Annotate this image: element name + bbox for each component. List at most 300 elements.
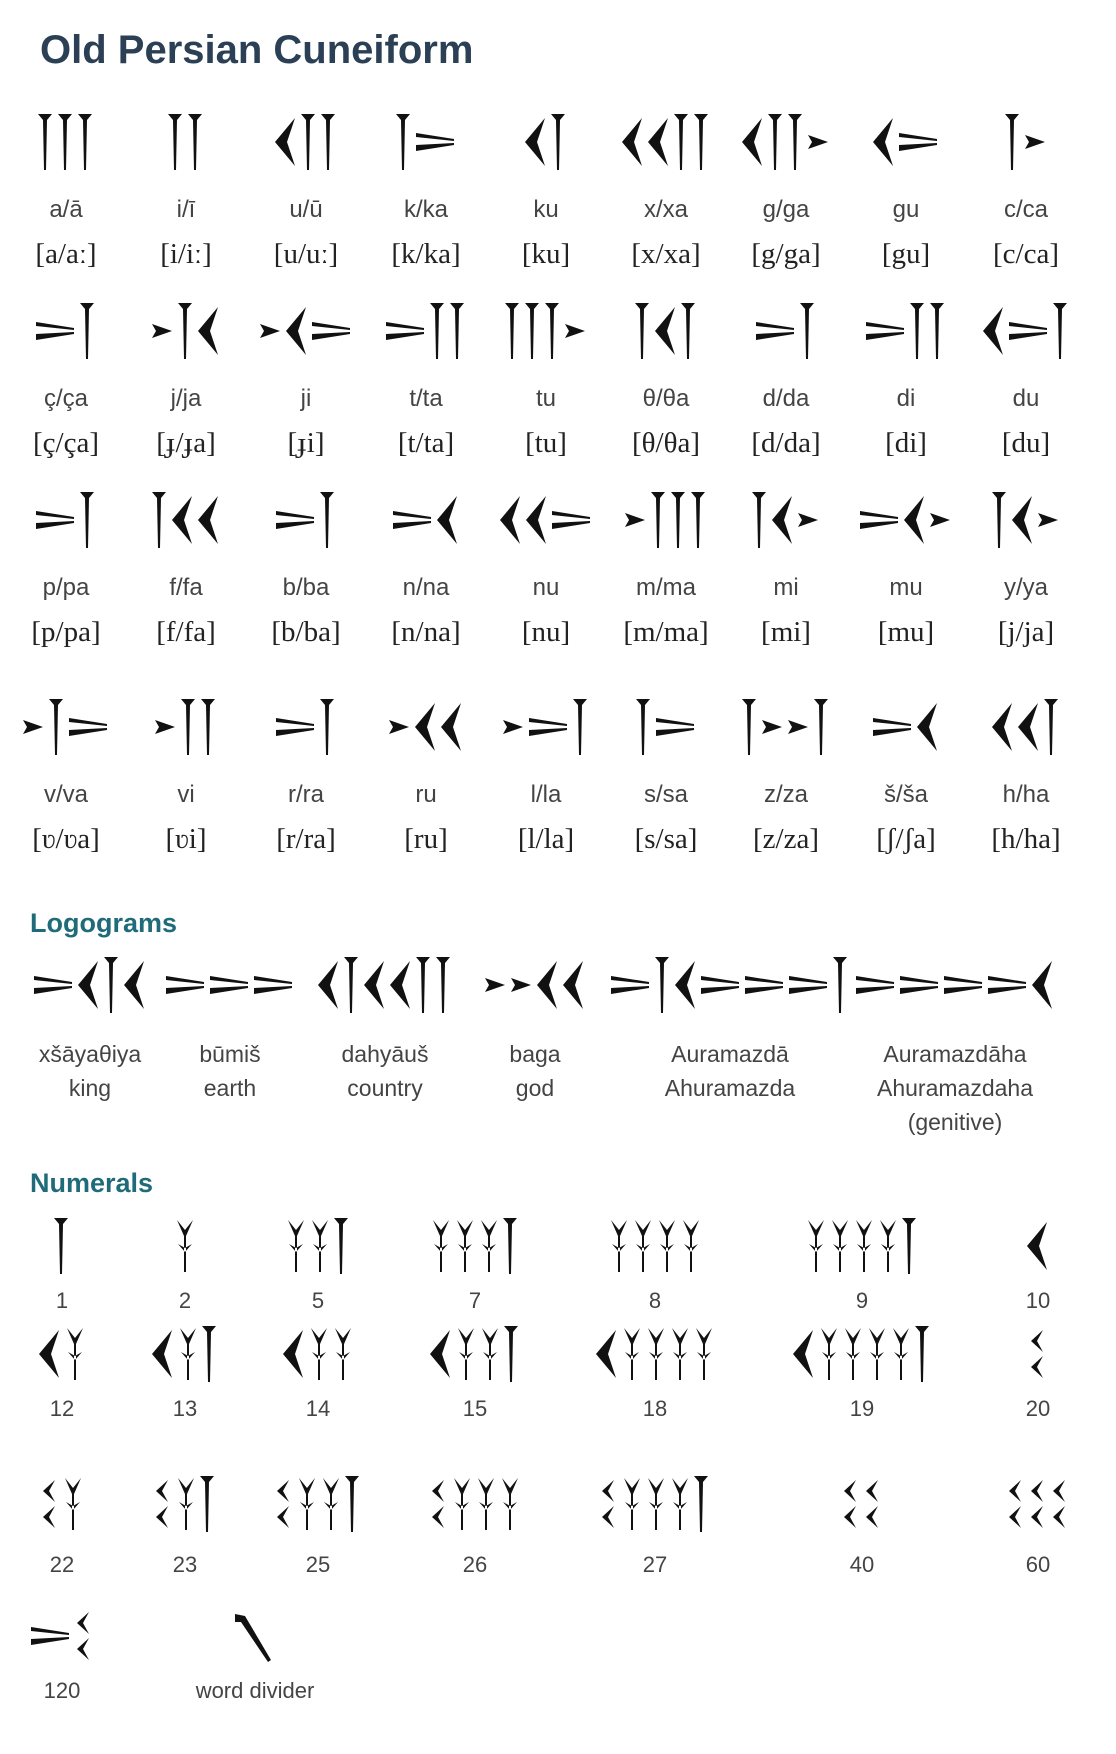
logogram [140,945,320,1105]
wedge [904,496,924,544]
syllable-cell [606,478,726,649]
logogram-label [877,1037,1033,1139]
wedge [1009,1480,1021,1528]
numeral-glyph [41,1462,83,1546]
wedge [611,976,649,994]
cuneiform-glyph [622,100,710,184]
wedge [1018,703,1038,751]
wedge [38,114,52,170]
wedge [551,114,565,170]
cuneiform-sign [396,107,456,177]
wedge [833,957,847,1013]
wedge [762,720,782,734]
cuneiform-sign [386,296,466,366]
logogram [865,945,1045,1139]
wedge [386,322,424,340]
cuneiform-glyph [625,478,707,562]
cuneiform-sign [806,1215,918,1277]
cuneiform-glyph [873,100,939,184]
numeral-glyph [430,1462,520,1546]
syllable-cell [846,478,966,649]
cuneiform-sign [742,107,830,177]
logogram-label [665,1037,795,1105]
transliteration: t/ta [409,385,443,412]
numeral [228,1210,408,1314]
cuneiform-glyph [983,289,1069,373]
numeral [948,1318,1116,1422]
wedge [320,699,334,755]
transliteration: nu [532,574,560,601]
wedge [31,1627,69,1645]
numeral-glyph [175,1210,195,1282]
cuneiform-sign [625,485,707,555]
wedge [235,1614,271,1662]
cuneiform-sign [500,485,592,555]
logogram-line: earth [203,1075,257,1101]
ipa-value: [di] [885,427,927,459]
ipa-value: [p/pa] [31,616,101,648]
cuneiform-glyph [992,685,1060,769]
wedge [873,118,893,166]
wedge [1053,303,1067,359]
ipa-value: [tu] [525,427,567,459]
numeral-label: 25 [305,1552,331,1577]
wedge [457,1220,473,1272]
wedge [788,720,808,734]
wedge [152,1330,172,1378]
syllable-cell [846,685,966,856]
cuneiform-sign [609,1215,701,1277]
wedge [624,1478,640,1530]
numeral-glyph [1027,1210,1049,1282]
wedge [1031,1480,1043,1528]
cuneiform-sign [600,1473,710,1535]
cuneiform-sign [430,1323,520,1385]
wedge [36,322,74,340]
numeral-label: 19 [849,1396,875,1421]
numeral-label: 40 [849,1552,875,1577]
wedge [742,699,756,755]
numeral [948,1462,1116,1578]
cuneiform-sign [318,953,452,1017]
numeral-glyph [1029,1318,1047,1390]
logogram-label [199,1037,260,1105]
logograms-row [10,945,1090,1135]
wedge [788,114,802,170]
cuneiform-sign [41,1473,83,1535]
numeral-glyph [609,1210,701,1282]
syllable-cell [966,289,1086,460]
wedge [701,976,739,994]
cuneiform-sign [635,296,697,366]
transliteration: ku [533,196,559,223]
wedge [43,1480,55,1528]
cuneiform-sign [54,1215,70,1277]
cuneiform-glyph [752,478,820,562]
cuneiform-sign [611,953,849,1017]
numeral-glyph [154,1462,216,1546]
wedge [1053,1480,1065,1528]
numeral-label: 23 [172,1552,198,1577]
ipa-value: [ɟ/ɟa] [156,427,216,459]
ipa-value: [l/la] [517,823,575,855]
wedge [500,496,520,544]
cuneiform-sign [873,107,939,177]
ipa-value: [nu] [521,616,571,648]
syllable-cell [366,100,486,271]
wedge [636,699,650,755]
wedge [742,118,762,166]
wedge [756,322,794,340]
wedge [526,496,546,544]
numeral-label: 26 [462,1552,488,1577]
transliteration: gu [892,196,920,223]
wedge [1032,961,1052,1009]
wedge [917,703,937,751]
transliteration: ç/ça [43,385,88,412]
cuneiform-glyph [635,289,697,373]
numeral-label: 7 [468,1288,482,1313]
syllable-cell [726,289,846,460]
wedge [866,322,904,340]
wedge [1009,322,1047,340]
wedge [433,1220,449,1272]
wedge [198,307,218,355]
syllable-cell [126,100,246,271]
wedge [54,1218,68,1274]
wedge [988,976,1026,994]
numeral [228,1462,408,1578]
cuneiform-sign [276,692,336,762]
wedge [155,720,175,734]
syllable-cell [246,478,366,649]
wedge [323,1478,339,1530]
wedge [299,1478,315,1530]
cuneiform-sign [856,953,1054,1017]
transliteration: tu [535,385,556,412]
syllable-cell [366,478,486,649]
transliteration: c/ca [1003,196,1048,223]
wedge [168,114,182,170]
cuneiform-sign [389,692,463,762]
logogram [640,945,820,1105]
wedge [177,1220,193,1272]
wedge [80,492,94,548]
numeral-glyph [39,1318,85,1390]
syllable-cell [606,685,726,856]
cuneiform-sign [756,296,816,366]
wedge [69,718,107,736]
wedge [648,1478,664,1530]
wedge [178,1478,194,1530]
ipa-value: [mu] [877,616,935,648]
wedge [844,1480,856,1528]
logogram-line: būmiš [199,1041,261,1067]
logogram-glyph [856,945,1054,1025]
wedge [430,1330,450,1378]
wedge [393,511,431,529]
numeral-glyph [596,1318,714,1390]
ipa-value: [ʃ/ʃa] [876,823,936,855]
transliteration: θ/θa [642,385,690,412]
cuneiform-sign [175,1215,195,1277]
cuneiform-sign [34,953,146,1017]
cuneiform-sign [155,692,217,762]
wedge [1005,114,1019,170]
wedge [312,1220,328,1272]
numeral-label: 60 [1025,1552,1051,1577]
numeral-label: 13 [172,1396,198,1421]
cuneiform-glyph [866,289,946,373]
wedge [1025,135,1045,149]
wedge [869,1328,885,1380]
cuneiform-glyph [36,478,96,562]
wedge [944,976,982,994]
cuneiform-glyph [152,289,220,373]
numeral-label: 5 [311,1288,325,1313]
wedge [502,1478,518,1530]
wedge [321,114,335,170]
transliteration: k/ka [403,196,448,223]
numeral [565,1318,745,1422]
transliteration: d/da [762,385,810,412]
cuneiform-sign [286,1215,350,1277]
cuneiform-glyph [393,478,459,562]
cuneiform-sign [23,692,109,762]
ipa-value: [ʋ/ʋa] [32,823,100,855]
transliteration: p/pa [42,574,90,601]
ipa-value: [du] [1001,427,1051,459]
transliteration: v/va [43,781,88,808]
wedge [345,1476,359,1532]
wedge [655,307,675,355]
ipa-value: [ku] [521,238,571,270]
transliteration: s/sa [643,781,688,808]
cuneiform-sign [154,1473,216,1535]
wedge [1044,699,1058,755]
cuneiform-sign [31,1605,93,1667]
wedge [275,118,295,166]
ipa-value: [a/aː] [35,238,97,270]
numeral-label: word divider [195,1678,315,1703]
wedge [511,978,531,992]
wedge [396,114,410,170]
cuneiform-sign [36,485,96,555]
cuneiform-glyph [152,478,220,562]
wedge [1012,496,1032,544]
page-title: Old Persian Cuneiform [40,28,474,72]
cuneiform-glyph [23,685,109,769]
wedge [188,114,202,170]
numeral-glyph [283,1318,353,1390]
transliteration: vi [177,781,195,808]
cuneiform-glyph [503,685,589,769]
numeral-label: 120 [43,1678,81,1703]
wedge [856,1220,872,1272]
cuneiform-sign [1029,1323,1047,1385]
transliteration: h/ha [1002,781,1050,808]
cuneiform-sign [276,485,336,555]
wedge [545,303,559,359]
numeral [948,1210,1116,1314]
transliteration: u/ū [289,196,323,223]
wedge [152,324,172,338]
wedge [745,976,783,994]
numeral [385,1210,565,1314]
numeral-glyph [275,1462,361,1546]
numeral-glyph [842,1462,882,1546]
logogram-label [509,1037,560,1105]
numeral [565,1462,745,1578]
wedge [318,961,338,1009]
wedge [596,1330,616,1378]
wedge [674,114,688,170]
transliteration: n/na [402,574,450,601]
wedge [210,976,248,994]
wedge [635,1220,651,1272]
numeral-label: 15 [462,1396,488,1421]
wedge [505,303,519,359]
wedge [915,1326,929,1382]
wedge [432,1480,444,1528]
wedge [254,976,292,994]
wedge [166,976,204,994]
syllable-cell [606,289,726,460]
wedge [311,1328,327,1380]
wedge [441,703,461,751]
cuneiform-sign [860,485,952,555]
syllable-cell [486,100,606,271]
logogram-line: dahyāuš [341,1041,429,1067]
wedge [552,511,590,529]
cuneiform-glyph [276,685,336,769]
wedge [389,720,409,734]
wedge [301,114,315,170]
wedge [198,496,218,544]
transliteration: du [1012,385,1040,412]
wedge [481,1220,497,1272]
cuneiform-sign [152,296,220,366]
cuneiform-sign [503,692,589,762]
cuneiform-sign [152,1323,218,1385]
transliteration: l/la [530,781,562,808]
wedge [172,496,192,544]
numeral-label: 18 [642,1396,668,1421]
wedge [573,699,587,755]
ipa-value: [ru] [404,823,448,855]
logogram-glyph [485,945,585,1025]
wedge [503,720,523,734]
syllable-cell [486,478,606,649]
wedge [450,303,464,359]
wedge [672,1478,688,1530]
ipa-value: [z/za] [753,823,819,855]
syllable-cell [726,478,846,649]
wedge [180,1328,196,1380]
logogram-line: (genitive) [907,1109,1003,1135]
wedge [416,133,454,151]
wedge [458,1328,474,1380]
numeral-label: 20 [1025,1396,1051,1421]
cuneiform-glyph [260,289,352,373]
wedge [67,1328,83,1380]
wedge [672,1328,688,1380]
wedge [288,1220,304,1272]
wedge [276,511,314,529]
ipa-value: [s/sa] [634,823,698,855]
syllable-cell [126,478,246,649]
syllable-cell [246,100,366,271]
wedge [415,703,435,751]
cuneiform-glyph [756,289,816,373]
transliteration: j/ja [170,385,202,412]
wedge [1038,513,1058,527]
numeral-label: 12 [49,1396,75,1421]
logogram-glyph [166,945,294,1025]
numeral-glyph [431,1210,519,1282]
cuneiform-glyph [636,685,696,769]
ipa-value: [n/na] [391,616,461,648]
wedge [808,135,828,149]
syllable-cell [6,100,126,271]
syllable-cell [366,685,486,856]
wedge [312,322,350,340]
cuneiform-glyph [525,100,567,184]
cuneiform-sign [622,107,710,177]
syllable-cell [6,685,126,856]
cuneiform-sign [992,692,1060,762]
wedge [800,303,814,359]
logogram-label [342,1037,429,1105]
numeral-glyph [152,1318,218,1390]
cuneiform-sign [983,296,1069,366]
numerals-heading: Numerals [30,1168,154,1198]
cuneiform-sign [525,107,567,177]
cuneiform-glyph [1005,100,1047,184]
ipa-value: [gu] [881,238,931,270]
syllable-cell [246,685,366,856]
numeral-glyph [54,1210,70,1282]
cuneiform-sign [166,953,294,1017]
wedge [602,1480,614,1528]
wedge [416,957,430,1013]
syllable-cell [126,289,246,460]
cuneiform-sign [168,107,204,177]
syllable-cell [846,289,966,460]
wedge [675,961,695,1009]
cuneiform-glyph [155,685,217,769]
wedge [983,307,1003,355]
transliteration: di [896,385,916,412]
cuneiform-glyph [500,478,592,562]
wedge [104,957,118,1013]
cuneiform-sign [742,692,830,762]
numeral-glyph [430,1318,520,1390]
numeral-label: 2 [178,1288,192,1313]
numeral-glyph [806,1210,918,1282]
wedge [482,1328,498,1380]
logogram-glyph [611,945,849,1025]
numeral-label: 22 [49,1552,75,1577]
ipa-value: [j/ja] [997,616,1055,648]
cuneiform-sign [873,692,939,762]
numeral [565,1210,745,1314]
cuneiform-sign [275,107,337,177]
wedge [635,303,649,359]
syllable-cell [966,100,1086,271]
ipa-value: [c/ca] [993,238,1059,270]
syllable-cell [6,478,126,649]
